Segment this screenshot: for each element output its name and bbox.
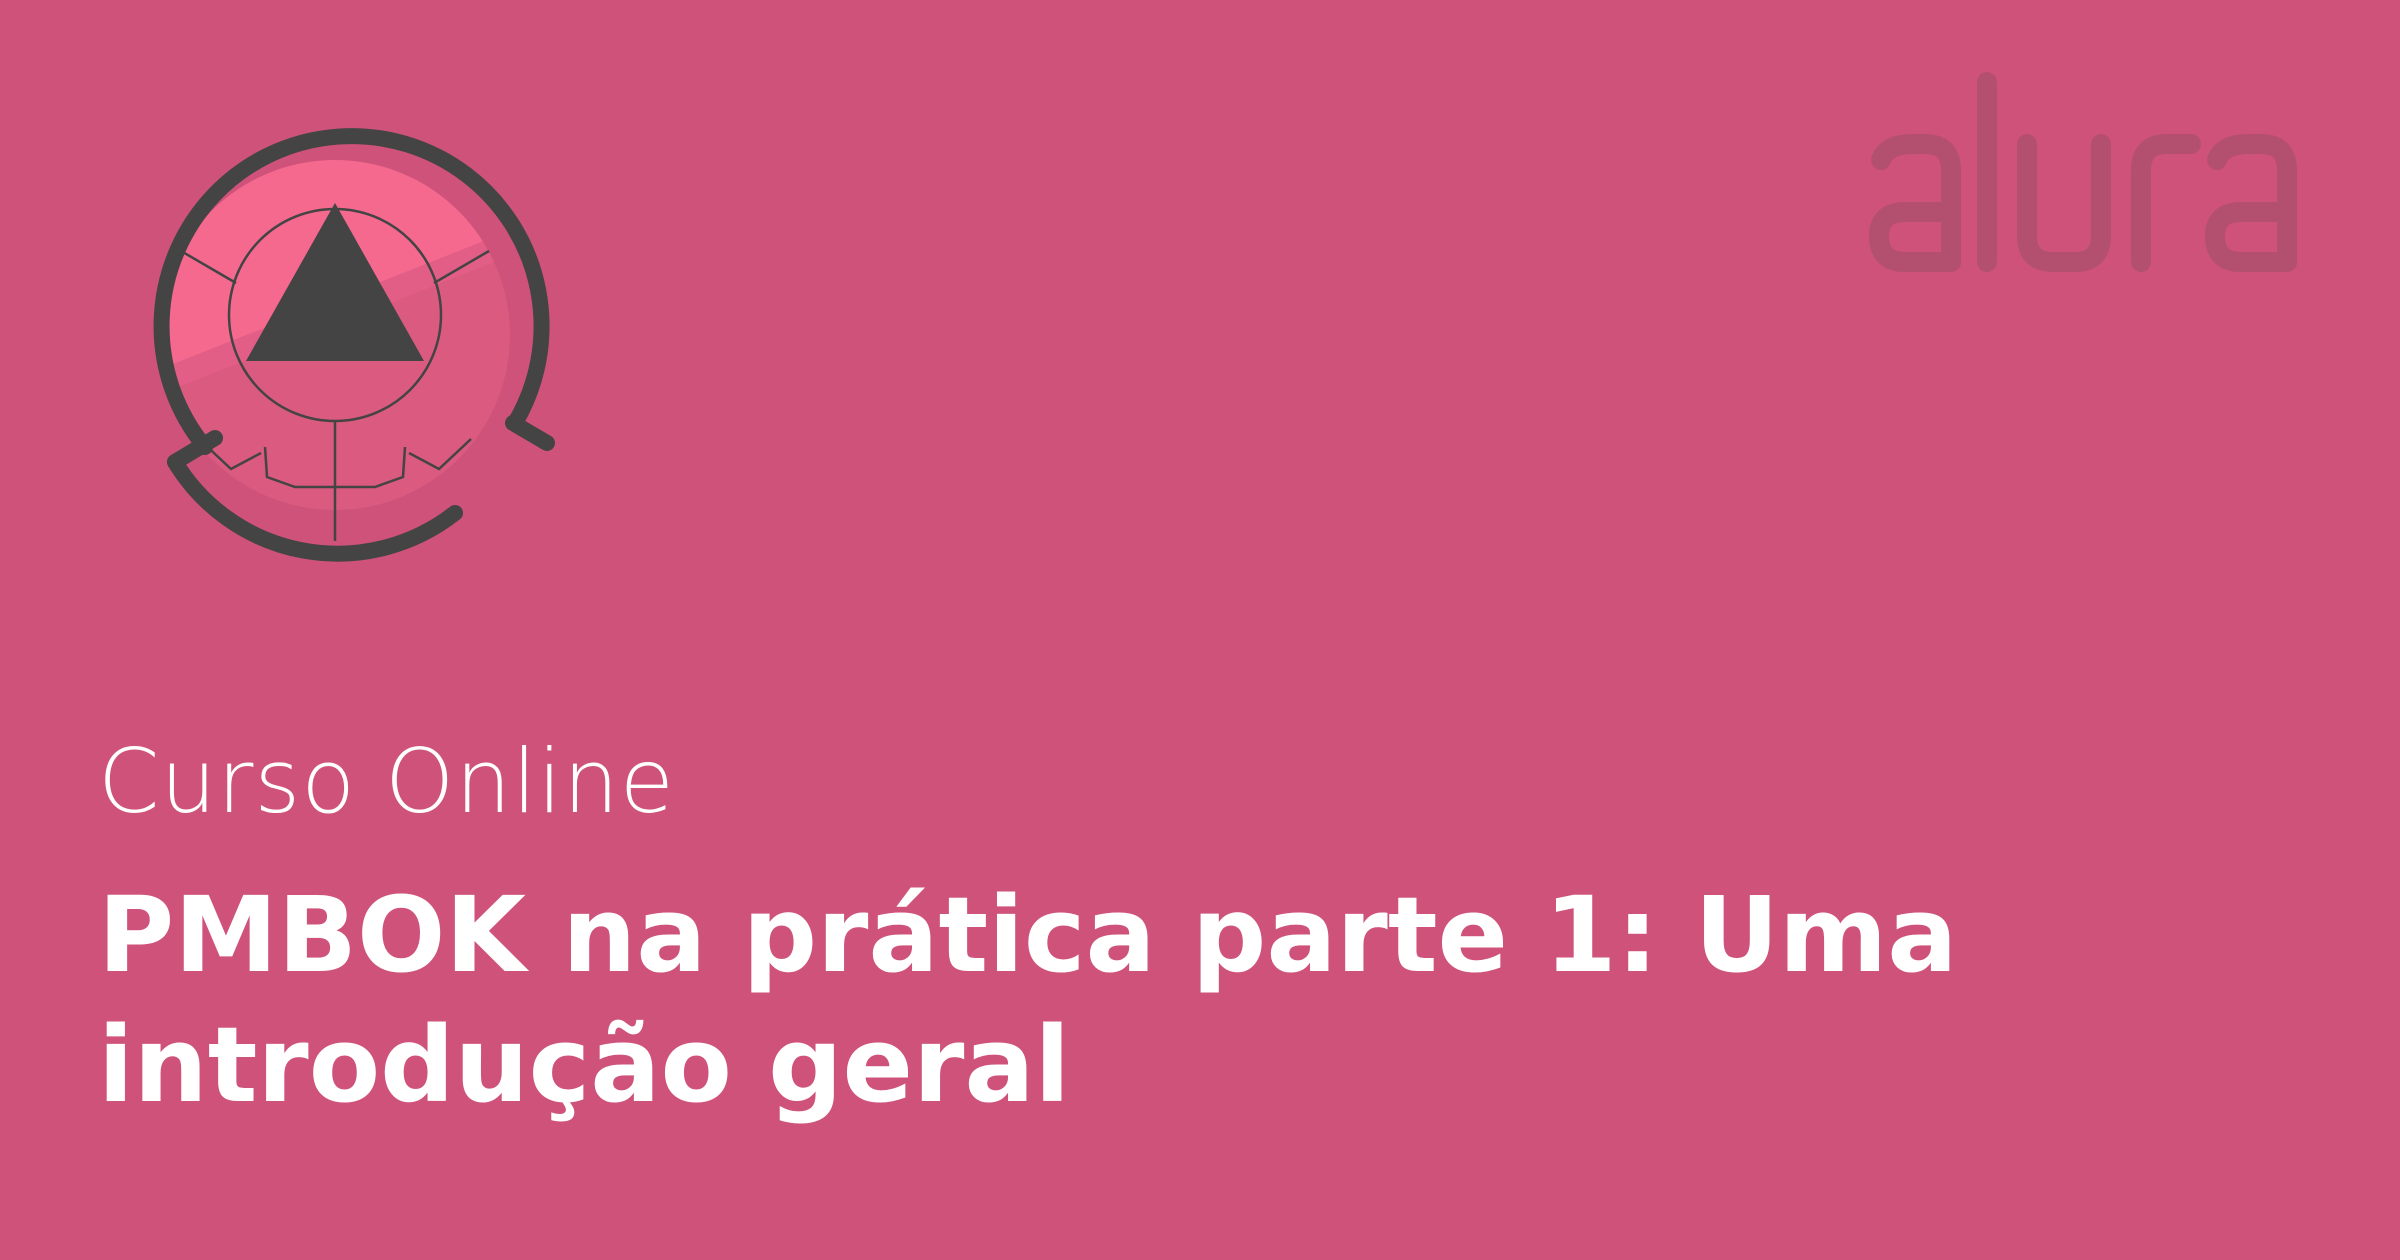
course-icon: [95, 95, 575, 575]
course-title: PMBOK na prática parte 1: Uma introdução geral: [98, 874, 1958, 1126]
course-type-label: Curso Online: [98, 730, 675, 833]
alura-logo: [1865, 72, 2310, 272]
